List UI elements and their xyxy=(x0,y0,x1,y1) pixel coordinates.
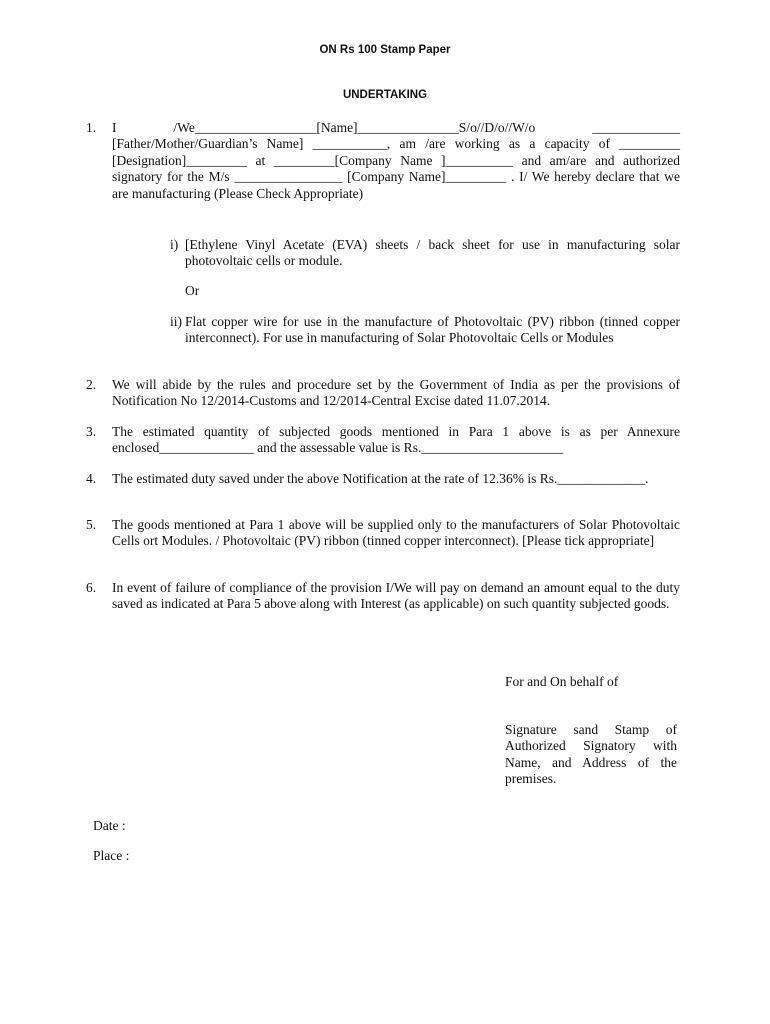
item-number: 5. xyxy=(86,517,97,532)
behalf-text: For and On behalf of xyxy=(505,674,619,689)
signature-block: Signature sand Stamp of Authorized Signatory with Name, and Address of the premises. xyxy=(505,722,677,787)
sub-item-number: ii) xyxy=(170,314,182,329)
item-number: 3. xyxy=(86,424,97,439)
list-item-1 xyxy=(86,120,680,202)
list-item-3 xyxy=(86,424,680,457)
item-number: 6. xyxy=(86,580,97,595)
item-text: The estimated quantity of subjected goods mentioned in Para 1 above is as per Annexure enclosed______________ and the assessable value is Rs._____________________ xyxy=(112,424,680,456)
sub-item-text: Flat copper wire for use in the manufacture of Photovoltaic (PV) ribbon (tinned copper interconnect). For use in manufacturing of Solar Photovoltaic Cells or Modules xyxy=(185,314,680,346)
list-item-5 xyxy=(86,517,680,550)
item-text: The estimated duty saved under the above Notification at the rate of 12.36% is Rs._____________. xyxy=(112,471,649,486)
document-title: UNDERTAKING xyxy=(342,89,428,101)
item-number: 1. xyxy=(86,120,97,135)
sub-item-text: [Ethylene Vinyl Acetate (EVA) sheets / back sheet for use in manufacturing solar photovoltaic cells or module. xyxy=(185,237,680,269)
item-number: 2. xyxy=(86,377,97,392)
or-text: Or xyxy=(185,283,200,298)
list-item-6 xyxy=(86,580,680,613)
list-item-2 xyxy=(86,377,680,410)
item-text: We will abide by the rules and procedure set by the Government of India as per the provisions of Notification No 12/2014-Customs and 12/2014-Central Excise dated 11.07.2014. xyxy=(112,377,680,409)
date-label: Date : xyxy=(93,818,126,833)
sub-item-number: i) xyxy=(170,237,179,252)
item-text: The goods mentioned at Para 1 above will be supplied only to the manufacturers of Solar Photovoltaic Cells ort Modules. / Photovoltaic (PV) ribbon (tinned copper interconnect). [Please tick appropriate] xyxy=(112,517,680,549)
sub-item-ii xyxy=(170,314,680,347)
sub-item-i xyxy=(170,237,680,270)
list-item-4 xyxy=(86,471,680,487)
item-text: I /We__________________[Name]_______________S/o//D/o//W/o _____________ [Father/Mother/Guardian’s Name] ___________, am /are working as a capacity of _________ [Designation]_________ at _________[Company Name ]__________ and am/are and authorized signatory for the M/s ________________ [Company Name]_________ . I/ We hereby declare that we are manufacturing (Please Check Appropriate) xyxy=(112,120,680,201)
item-number: 4. xyxy=(86,471,97,486)
stamp-paper-header: ON Rs 100 Stamp Paper xyxy=(319,44,451,56)
place-label: Place : xyxy=(93,848,130,863)
item-text: In event of failure of compliance of the provision I/We will pay on demand an amount equal to the duty saved as indicated at Para 5 above along with Interest (as applicable) on such quantity subjected goods. xyxy=(112,580,680,612)
